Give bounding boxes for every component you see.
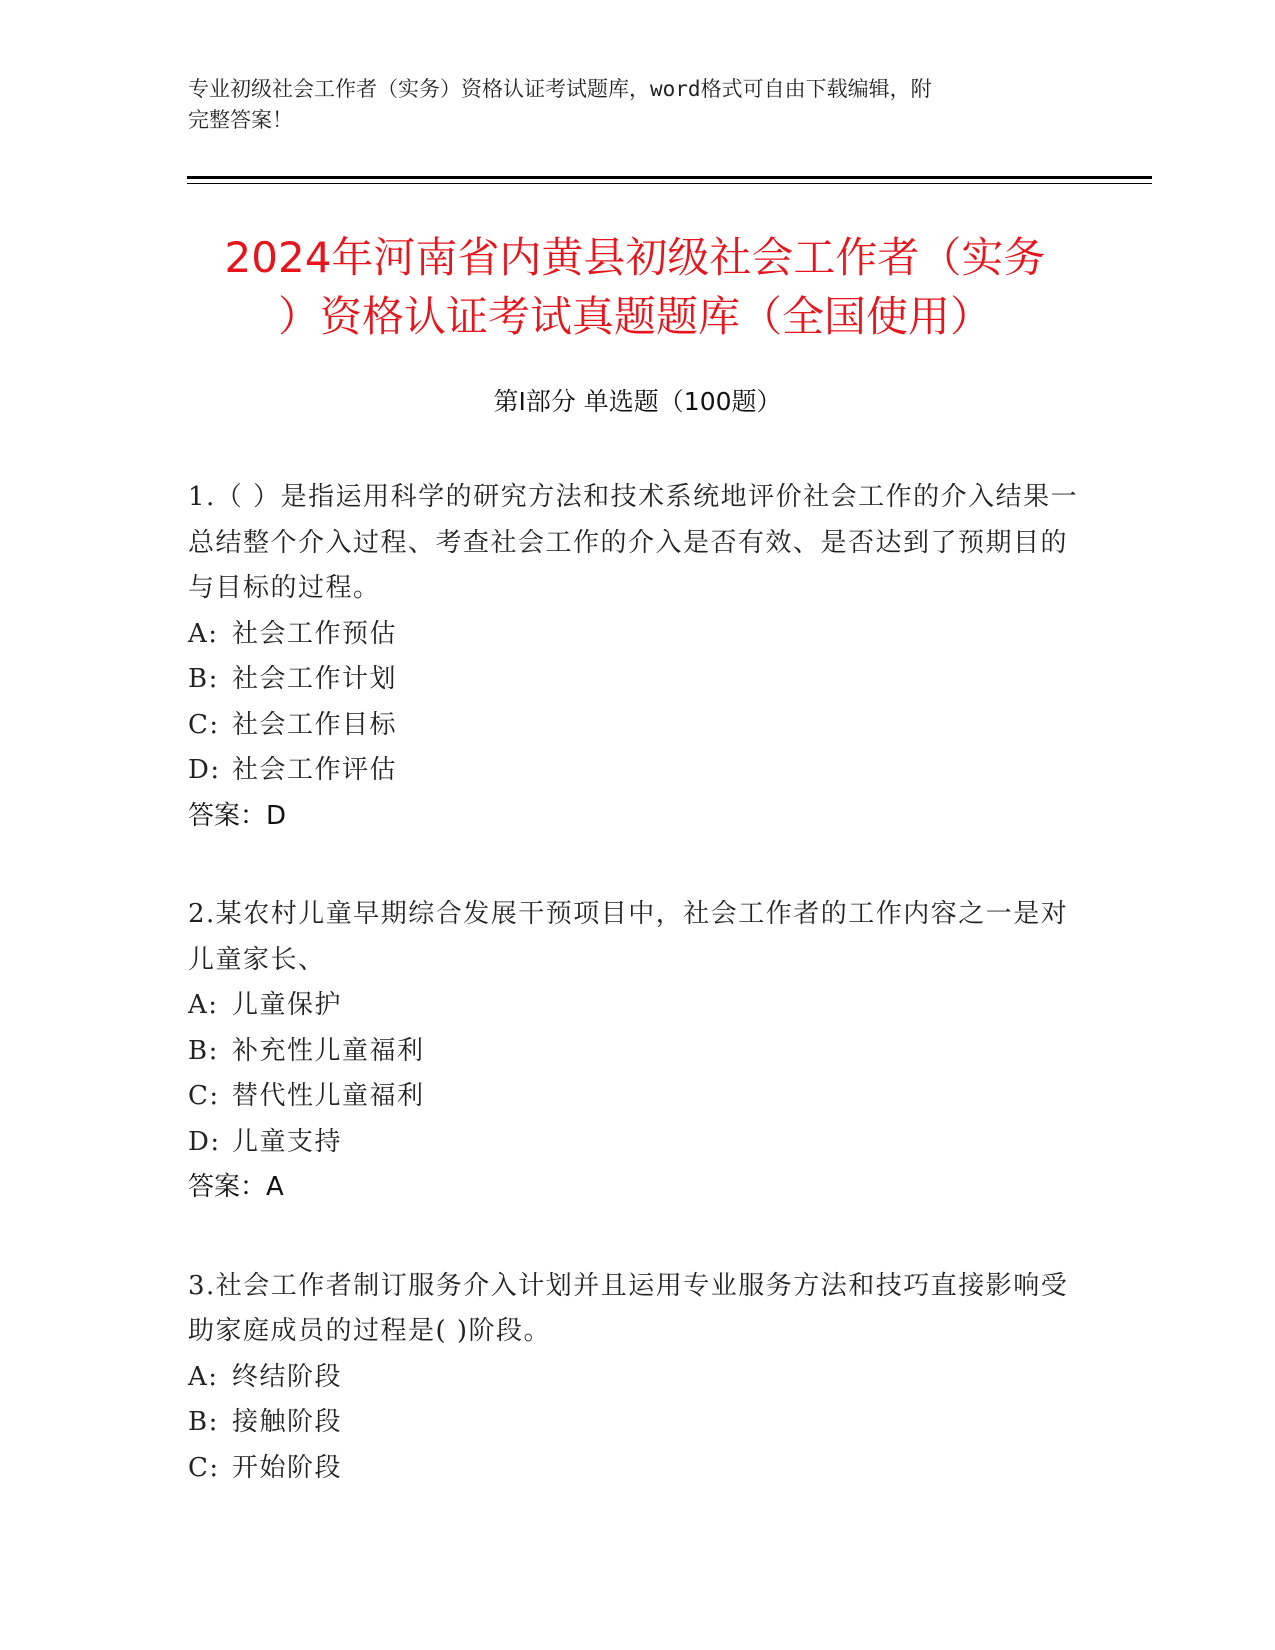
option-a <box>188 1355 1088 1401</box>
option-text: 儿童保护 <box>232 990 343 1020</box>
option-text: 替代性儿童福利 <box>232 1081 425 1111</box>
option-b <box>188 1029 1088 1075</box>
header-rule-thick <box>187 176 1152 179</box>
section-heading: 第Ⅰ部分 单选题（100题） <box>493 387 782 416</box>
document-title-line-2: ）资格认证考试真题题库（全国使用） <box>277 292 992 341</box>
option-text: 接触阶段 <box>232 1407 343 1437</box>
option-letter: A: <box>188 618 219 649</box>
option-c <box>188 1074 1088 1120</box>
option-text: 终结阶段 <box>232 1361 343 1392</box>
option-text: 社会工作计划 <box>232 664 398 694</box>
option-letter: B: <box>188 1035 219 1066</box>
header-note-line-1: 专业初级社会工作者（实务）资格认证考试题库，word格式可自由下载编辑，附 <box>188 77 932 101</box>
question-stem: 2.某农村儿童早期综合发展干预项目中，社会工作者的工作内容之一是对儿童家长、 <box>188 899 1069 975</box>
option-c <box>188 1446 1088 1492</box>
option-text: 补充性儿童福利 <box>232 1035 425 1066</box>
option-letter: B: <box>188 1407 219 1437</box>
option-a <box>188 612 1088 658</box>
question-2 <box>188 892 1088 1211</box>
option-letter: C: <box>188 1081 220 1111</box>
option-letter: A: <box>188 990 219 1020</box>
question-3 <box>188 1264 1088 1492</box>
option-letter: B: <box>188 664 219 694</box>
header-note-line-2: 完整答案！ <box>188 108 293 132</box>
option-text: 社会工作目标 <box>232 709 398 740</box>
option-c <box>188 703 1088 749</box>
option-letter: D: <box>188 1126 221 1157</box>
header-note <box>188 74 1088 136</box>
option-letter: C: <box>188 1452 220 1483</box>
header-rule-thin <box>187 183 1152 184</box>
option-letter: D: <box>188 755 221 785</box>
option-text: 开始阶段 <box>232 1452 343 1483</box>
option-a <box>188 983 1088 1029</box>
option-text: 儿童支持 <box>232 1126 343 1157</box>
answer-line: 答案：D <box>188 800 287 831</box>
question-1 <box>188 475 1088 839</box>
option-letter: A: <box>188 1361 219 1392</box>
question-stem: 1.（ ）是指运用科学的研究方法和技术系统地评价社会工作的介入结果一总结整个介入过程、考查社会工作的介入是否有效、是否达到了预期目的与目标的过程。 <box>188 482 1079 603</box>
option-text: 社会工作预估 <box>232 618 398 649</box>
option-b <box>188 1400 1088 1446</box>
document-title-line-1: 2024年河南省内黄县初级社会工作者（实务 <box>224 233 1046 282</box>
option-b <box>188 657 1088 703</box>
option-d <box>188 748 1088 794</box>
option-d <box>188 1120 1088 1166</box>
option-text: 社会工作评估 <box>232 755 398 785</box>
question-stem: 3.社会工作者制订服务介入计划并且运用专业服务方法和技巧直接影响受助家庭成员的过程是( )阶段。 <box>188 1270 1069 1346</box>
document-title <box>160 228 1110 346</box>
option-letter: C: <box>188 709 220 740</box>
question-list <box>188 475 1088 1544</box>
answer-line: 答案：A <box>188 1172 284 1202</box>
